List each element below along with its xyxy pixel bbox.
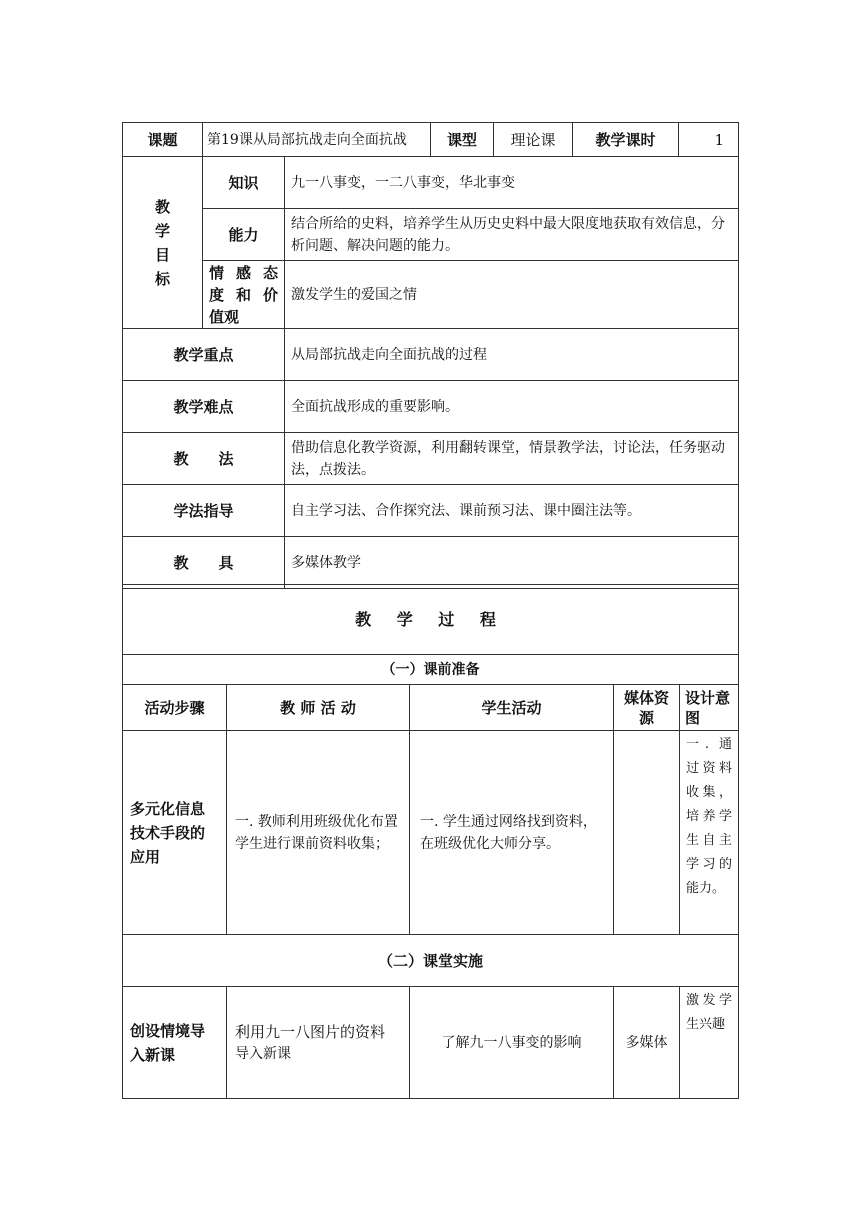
row2-design: 激发学生兴趣 [680, 987, 739, 1099]
knowledge-label: 知识 [203, 157, 285, 209]
emotion-label-line: 度和价 [209, 285, 278, 304]
emotion-label-line: 值观 [209, 307, 240, 326]
objectives-label [123, 157, 203, 329]
section-prep-title: （一）课前准备 [123, 655, 739, 685]
lesson-info-table [122, 122, 739, 589]
difficult-point-value: 全面抗战形成的重要影响。 [285, 381, 739, 433]
study-guide-value: 自主学习法、合作探究法、课前预习法、课中圈注法等。 [285, 485, 739, 537]
objectives-label-line: 教 [154, 197, 170, 216]
teaching-process-table [122, 584, 739, 1099]
objectives-label-line: 学 [154, 221, 170, 240]
col-design-header: 设计意图 [680, 685, 739, 731]
method-value: 借助信息化教学资源，利用翻转课堂，情景教学法，讨论法，任务驱动法，点拨法。 [285, 433, 739, 485]
emotion-label-line: 情感态 [209, 263, 278, 282]
row2-step: 创设情境导入新课 [123, 987, 227, 1099]
key-point-label: 教学重点 [123, 329, 285, 381]
section-class-title: （二）课堂实施 [123, 935, 739, 987]
difficult-point-label: 教学难点 [123, 381, 285, 433]
row1-media [614, 731, 680, 935]
knowledge-value: 九一八事变，一二八事变，华北事变 [285, 157, 739, 209]
row1-student: 一. 学生通过网络找到资料，在班级优化大师分享。 [410, 731, 614, 935]
type-value: 理论课 [494, 123, 573, 157]
topic-value: 第19课从局部抗战走向全面抗战 [203, 123, 431, 157]
emotion-label [203, 261, 285, 329]
method-label: 教 法 [123, 433, 285, 485]
key-point-value: 从局部抗战走向全面抗战的过程 [285, 329, 739, 381]
tools-label: 教 具 [123, 537, 285, 589]
col-student-header: 学生活动 [410, 685, 614, 731]
hours-label: 教学课时 [573, 123, 679, 157]
row2-media: 多媒体 [614, 987, 680, 1099]
ability-value: 结合所给的史料，培养学生从历史史料中最大限度地获取有效信息，分析问题、解决问题的能力。 [285, 209, 739, 261]
col-step-header: 活动步骤 [123, 685, 227, 731]
ability-label: 能力 [203, 209, 285, 261]
hours-value: 1 [679, 123, 739, 157]
col-teacher-header: 教 师 活 动 [227, 685, 410, 731]
row2-teacher-line: 利用九一八图片的资料 [235, 1022, 386, 1041]
topic-label: 课题 [123, 123, 203, 157]
row1-step: 多元化信息技术手段的应用 [123, 731, 227, 935]
col-media-header: 媒体资源 [614, 685, 680, 731]
row2-teacher-line: 导入新课 [235, 1045, 291, 1062]
objectives-label-line: 标 [154, 269, 170, 288]
row1-design: 一. 通过资料收集，培养学生自主学习的能力。 [680, 731, 739, 935]
objectives-label-line: 目 [154, 245, 170, 264]
row2-teacher [227, 987, 410, 1099]
tools-value: 多媒体教学 [285, 537, 739, 589]
type-label: 课型 [431, 123, 494, 157]
study-guide-label: 学法指导 [123, 485, 285, 537]
emotion-value: 激发学生的爱国之情 [285, 261, 739, 329]
process-title: 教 学 过 程 [123, 585, 739, 655]
row1-teacher: 一. 教师利用班级优化布置学生进行课前资料收集； [227, 731, 410, 935]
row2-student: 了解九一八事变的影响 [410, 987, 614, 1099]
